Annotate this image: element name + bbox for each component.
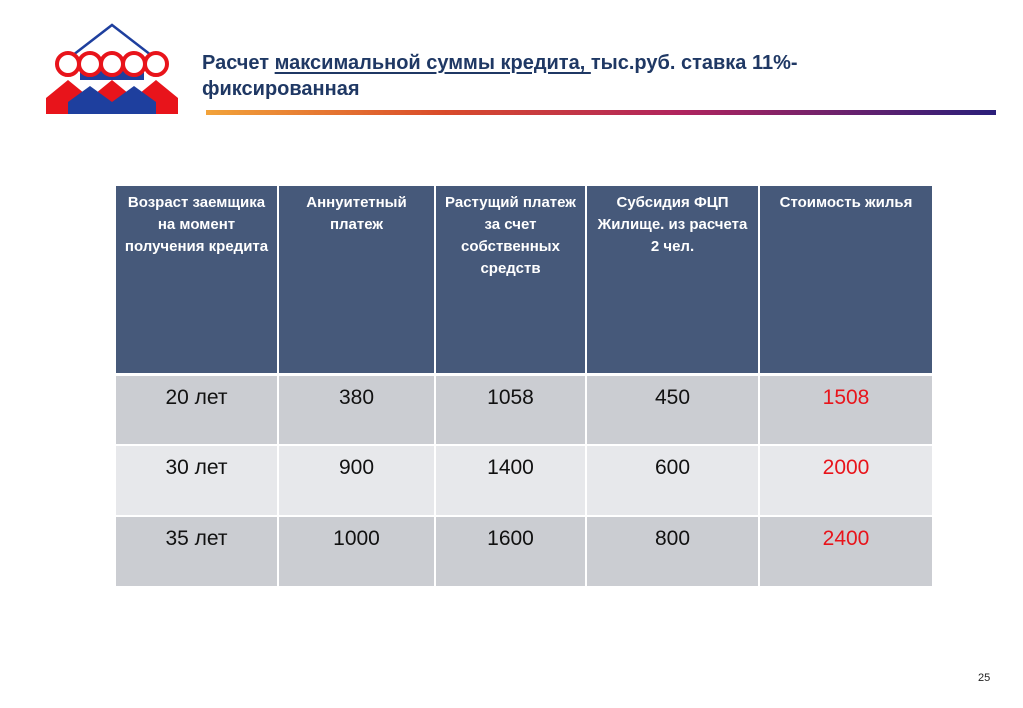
- cell-subsidy: 450: [586, 374, 759, 445]
- header-annuity: Аннуитетный платеж: [278, 186, 435, 374]
- header-subsidy: Субсидия ФЦП Жилище. из расчета 2 чел.: [586, 186, 759, 374]
- title-line2: фиксированная: [202, 78, 360, 100]
- cell-age: 30 лет: [116, 445, 278, 516]
- title-part2: тыс.руб. ставка 11%-: [590, 52, 798, 74]
- cell-housing-cost: 2000: [759, 445, 932, 516]
- title-underline-bar: [206, 110, 996, 115]
- cell-growing-payment: 1600: [435, 516, 586, 587]
- cell-growing-payment: 1058: [435, 374, 586, 445]
- cell-age: 35 лет: [116, 516, 278, 587]
- loan-table: [116, 186, 932, 588]
- cell-subsidy: 800: [586, 516, 759, 587]
- table-row: [116, 516, 932, 587]
- table-header-row: [116, 186, 932, 374]
- table-row: [116, 445, 932, 516]
- cell-annuity: 380: [278, 374, 435, 445]
- title-underlined: максимальной суммы кредита,: [274, 52, 591, 74]
- cell-housing-cost: 2400: [759, 516, 932, 587]
- header-growing-payment: Растущий платеж за счет собственных средств: [435, 186, 586, 374]
- cell-annuity: 1000: [278, 516, 435, 587]
- cell-age: 20 лет: [116, 374, 278, 445]
- page-number: 25: [978, 672, 991, 684]
- header-housing-cost: Стоимость жилья: [759, 186, 932, 374]
- title-part1: Расчет: [202, 52, 275, 74]
- table-row: [116, 374, 932, 445]
- cell-subsidy: 600: [586, 445, 759, 516]
- people-house-logo-icon: [44, 22, 180, 116]
- cell-housing-cost: 1508: [759, 374, 932, 445]
- header-age: Возраст заемщика на момент получения кредита: [116, 186, 278, 374]
- slide-title: [202, 50, 982, 102]
- cell-growing-payment: 1400: [435, 445, 586, 516]
- cell-annuity: 900: [278, 445, 435, 516]
